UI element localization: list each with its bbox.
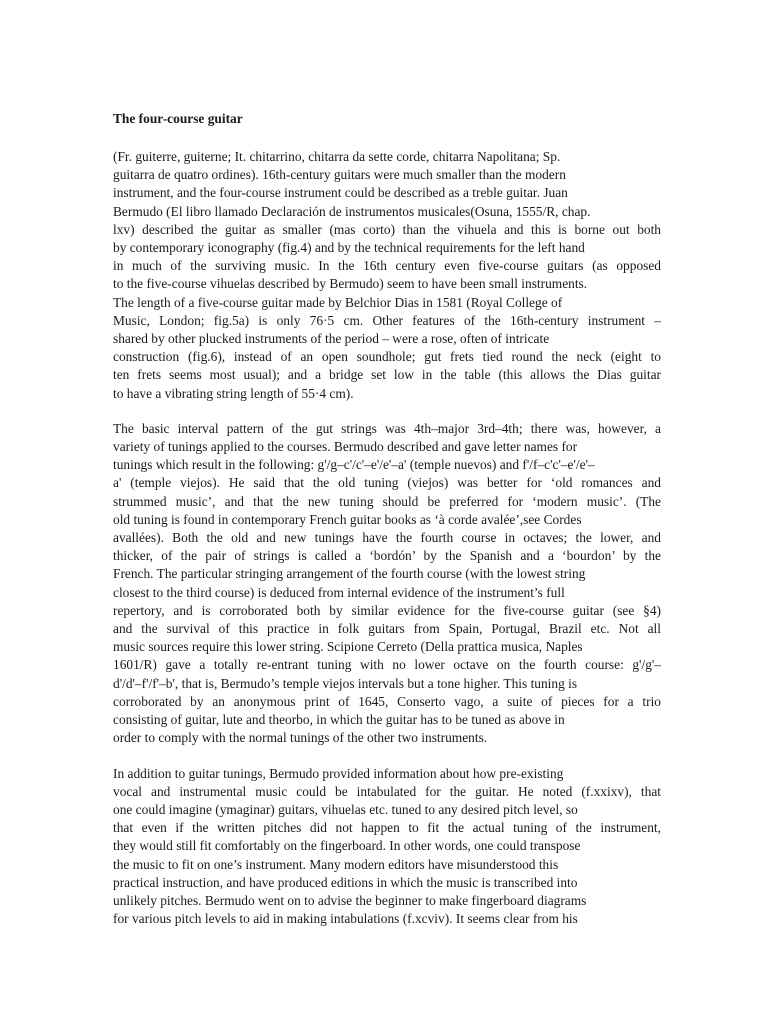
text-line: and the survival of this practice in folk guitars from Spain, Portugal, Brazil etc. Not all (113, 621, 661, 637)
text-line: order to comply with the normal tunings of the other two instruments. (113, 730, 488, 746)
text-line: d'/d'–f'/f'–b', that is, Bermudo’s temple viejos intervals but a tone higher. This tuning is (113, 675, 578, 691)
text-line: vocal and instrumental music could be intabulated for the guitar. He noted (f.xxixv), that (113, 783, 661, 799)
text-line: The length of a five-course guitar made by Belchior Dias in 1581 (Royal College of (113, 294, 563, 310)
paragraph (113, 420, 661, 748)
text-line: French. The particular stringing arrangement of the fourth course (with the lowest string (113, 566, 586, 582)
text-line: to have a vibrating string length of 55·4 cm). (113, 385, 354, 401)
document-page (113, 110, 661, 945)
text-line: closest to the third course) is deduced from internal evidence of the instrument’s full (113, 584, 565, 600)
paragraph (113, 765, 661, 929)
text-line: in much of the surviving music. In the 16th century even five-course guitars (as opposed (113, 258, 661, 274)
text-line: that even if the written pitches did not happen to fit the actual tuning of the instrument, (113, 820, 661, 836)
text-line: strummed music’, and that the new tuning should be preferred for ‘modern music’. (The (113, 493, 661, 509)
text-line: thicker, of the pair of strings is called a ‘bordón’ by the Spanish and a ‘bourdon’ by the (113, 548, 661, 564)
text-line: the music to fit on one’s instrument. Many modern editors have misunderstood this (113, 856, 559, 872)
text-line: (Fr. guiterre, guiterne; It. chitarrino, chitarra da sette corde, chitarra Napolitana; Sp. (113, 149, 561, 164)
text-line: one could imagine (ymaginar) guitars, vihuelas etc. tuned to any desired pitch level, so (113, 801, 578, 817)
text-line: old tuning is found in contemporary French guitar books as ‘à corde avalée’,see Cordes (113, 511, 582, 527)
text-line: for various pitch levels to aid in making intabulations (f.xcviv). It seems clear from his (113, 911, 578, 927)
section-title: The four-course guitar (113, 111, 243, 126)
text-line: variety of tunings applied to the courses. Bermudo described and gave letter names for (113, 439, 578, 455)
text-line: tunings which result in the following: g'/g–c'/c'–e'/e'–a' (temple nuevos) and f'/f–c'c'–e'/e'– (113, 457, 595, 473)
text-line: lxv) described the guitar as smaller (mas corto) than the vihuela and this is borne out both (113, 221, 661, 237)
text-line: avallées). Both the old and new tunings have the fourth course in octaves; the lower, and (113, 530, 661, 546)
text-line: corroborated by an anonymous print of 1645, Conserto vago, a suite of pieces for a trio (113, 693, 661, 709)
text-line: they would still fit comfortably on the fingerboard. In other words, one could transpose (113, 838, 581, 854)
document-body (113, 148, 661, 928)
text-line: ten frets seems most usual); and a bridge set low in the table (this allows the Dias guitar (113, 367, 661, 383)
text-line: unlikely pitches. Bermudo went on to advise the beginner to make fingerboard diagrams (113, 892, 587, 908)
text-line: The basic interval pattern of the gut strings was 4th–major 3rd–4th; there was, however, a (113, 420, 661, 436)
text-line: consisting of guitar, lute and theorbo, in which the guitar has to be tuned as above in (113, 712, 565, 728)
text-line: music sources require this lower string. Scipione Cerreto (Della prattica musica, Naples (113, 639, 583, 655)
text-line: by contemporary iconography (fig.4) and by the technical requirements for the left hand (113, 240, 585, 256)
text-line: shared by other plucked instruments of the period – were a rose, often of intricate (113, 331, 550, 347)
text-line: instrument, and the four-course instrument could be described as a treble guitar. Juan (113, 185, 568, 201)
text-line: Bermudo (El libro llamado Declaración de instrumentos musicales(Osuna, 1555/R, chap. (113, 203, 591, 219)
text-line: repertory, and is corroborated both by similar evidence for the five-course guitar (see §4) (113, 602, 661, 618)
text-line: practical instruction, and have produced editions in which the music is transcribed into (113, 874, 578, 890)
text-line: construction (fig.6), instead of an open soundhole; gut frets tied round the neck (eight to (113, 349, 661, 365)
text-line: 1601/R) gave a totally re-entrant tuning with no lower octave on the fourth course: g'/g'– (113, 657, 661, 673)
text-line: a' (temple viejos). He said that the old tuning (viejos) was better for ‘old romances and (113, 475, 661, 491)
text-line: Music, London; fig.5a) is only 76·5 cm. Other features of the 16th-century instrument – (113, 312, 661, 328)
text-line: to the five-course vihuelas described by Bermudo) seem to have been small instruments. (113, 276, 588, 292)
text-line: guitarra de quatro ordines). 16th-century guitars were much smaller than the modern (113, 167, 566, 183)
text-line: In addition to guitar tunings, Bermudo provided information about how pre-existing (113, 765, 564, 781)
paragraph (113, 148, 661, 403)
